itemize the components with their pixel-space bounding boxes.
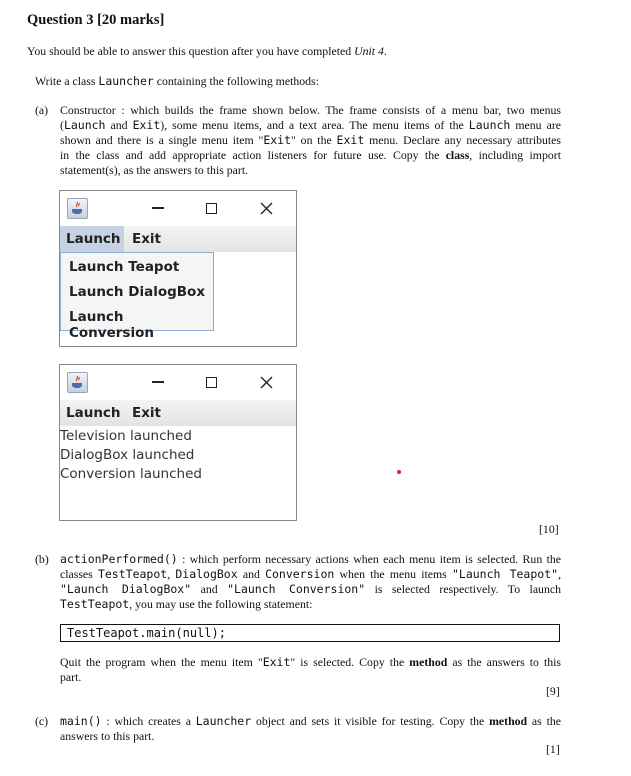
- text-line: Conversion launched: [60, 466, 202, 482]
- part-b-marks: [9]: [546, 684, 560, 698]
- close-icon[interactable]: [260, 376, 273, 389]
- part-a-body: [60, 103, 561, 178]
- java-app-icon: [67, 372, 88, 393]
- part-a-line-2: (Launch and Exit), some menu items, and a text area. The menu items of the Launch menu are: [60, 118, 562, 132]
- menu-item-launch-dialogbox[interactable]: Launch DialogBox: [69, 284, 206, 300]
- minimize-icon[interactable]: [152, 207, 164, 209]
- part-b-body: [60, 552, 561, 612]
- part-b-line-4: TestTeapot, you may use the following statement:: [60, 597, 313, 611]
- part-b-quit-line-2: part.: [60, 670, 82, 684]
- part-c-line-1: main() : which creates a Launcher object and sets it visible for testing. Copy the method as the: [60, 714, 561, 728]
- close-icon[interactable]: [260, 202, 273, 215]
- launch-popup-menu: [60, 252, 214, 341]
- part-c-marks: [1]: [546, 742, 560, 756]
- title-bar: [60, 191, 296, 225]
- menu-item-launch-teapot[interactable]: Launch Teapot: [69, 259, 180, 275]
- task-text: [35, 74, 319, 89]
- menu-launch[interactable]: Launch: [60, 226, 124, 252]
- part-a-line-3: shown and there is a single menu item "Exit" on the Exit menu. Declare any necessary attributes: [60, 133, 562, 147]
- task-post: containing the following methods:: [153, 74, 319, 88]
- task-pre: Write a class: [35, 74, 99, 88]
- part-a-line-1: Constructor : which builds the frame shown below. The frame consists of a menu bar, two menus: [60, 103, 561, 117]
- menu-item-launch-conversion[interactable]: Launch Conversion: [69, 309, 154, 341]
- minimize-icon[interactable]: [152, 381, 164, 383]
- part-a-line-5: statement(s), as the answers to this part.: [60, 163, 249, 177]
- part-a-marks: [10]: [539, 522, 559, 536]
- maximize-icon[interactable]: [206, 203, 217, 214]
- intro-unit: Unit 4: [354, 44, 384, 58]
- text-line: DialogBox launched: [60, 447, 195, 463]
- red-dot: [397, 470, 401, 474]
- intro-text: [27, 44, 387, 59]
- part-b-label: (b): [35, 552, 49, 566]
- intro-end: .: [383, 44, 387, 58]
- java-app-icon: [67, 198, 88, 219]
- task-class: Launcher: [98, 74, 154, 88]
- part-b-quit: [60, 655, 561, 685]
- menu-bar: [60, 400, 296, 426]
- window-text-area: [59, 364, 297, 521]
- part-a-label: (a): [35, 103, 49, 117]
- menu-exit[interactable]: Exit: [132, 405, 162, 421]
- menu-bar: [60, 226, 296, 252]
- menu-exit[interactable]: Exit: [132, 231, 162, 247]
- title-bar: [60, 365, 296, 399]
- text-area[interactable]: [60, 427, 202, 484]
- intro-lead: You should be able to answer this question after you have completed: [27, 44, 355, 58]
- window-launch-menu: [59, 190, 297, 347]
- part-b-line-1: actionPerformed() : which perform necessary actions when each menu item is selected. Run the: [60, 552, 561, 566]
- code-statement: TestTeapot.main(null);: [67, 626, 226, 640]
- maximize-icon[interactable]: [206, 377, 217, 388]
- code-box: [60, 624, 560, 642]
- part-b-line-2: classes TestTeapot, DialogBox and Conversion when the menu items "Launch Teapot",: [60, 567, 562, 581]
- part-c-label: (c): [35, 714, 49, 728]
- part-c-line-2: answers to this part.: [60, 729, 155, 743]
- part-a-line-4: in the class and add appropriate action listeners for future use. Copy the class, including import: [60, 148, 561, 162]
- question-title: Question 3 [20 marks]: [27, 12, 165, 28]
- text-line: Television launched: [60, 428, 192, 444]
- part-b-line-3: "Launch DialogBox" and "Launch Conversion" is selected respectively. To launch: [60, 582, 561, 596]
- part-c-body: [60, 714, 561, 744]
- menu-launch[interactable]: Launch: [66, 405, 121, 421]
- part-b-quit-line-1: Quit the program when the menu item "Exit" is selected. Copy the method as the answers to this: [60, 655, 562, 669]
